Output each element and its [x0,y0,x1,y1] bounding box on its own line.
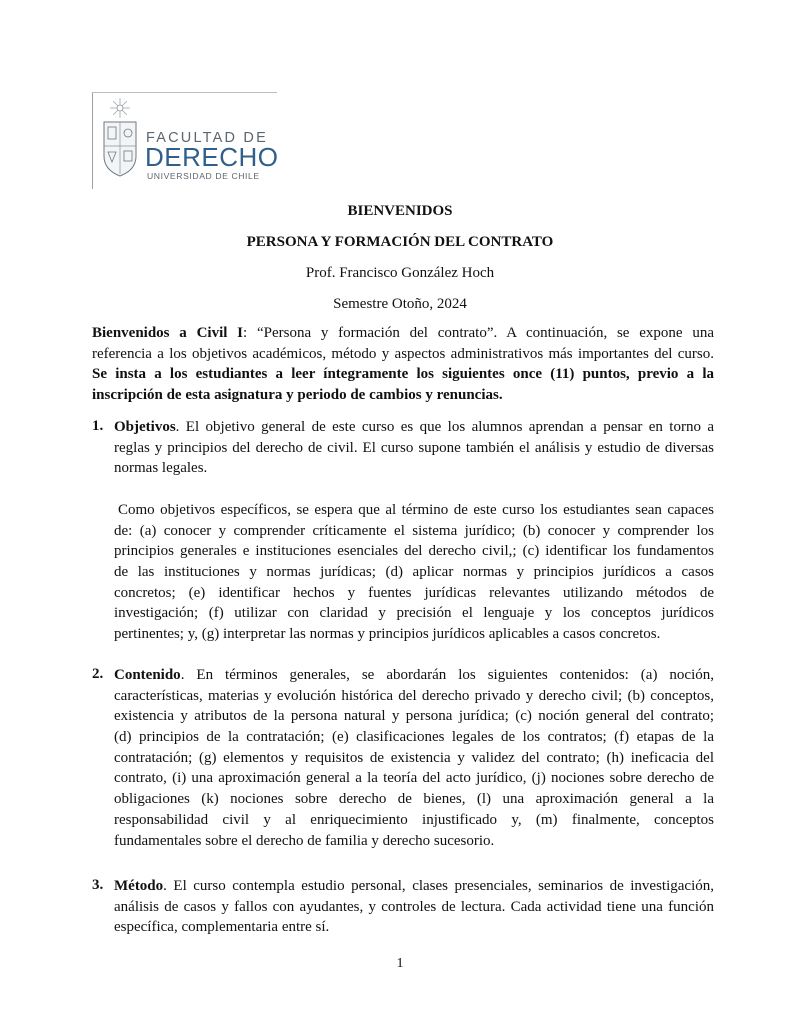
section-2-line-2: características, materias y evolución histórica del derecho privado y derecho civil; (b) conceptos, [114,687,714,704]
logo-vertical-rule [92,92,93,189]
section-1-objetivos [114,417,714,479]
section-2-line-3: existencia y atributos de la persona natural y persona jurídica; (c) noción general del contrato; [114,708,714,725]
section-2-line-9: fundamentales sobre el derecho de familia y derecho sucesorio. [114,832,495,849]
section-2-line-8: responsabilidad civil y al enriquecimiento injustificado y, (m) finalmente, conceptos [114,811,714,828]
section-2-line-7: obligaciones (k) nociones sobre derecho de bienes, (l) una aproximación general a la [114,791,714,808]
objectives-line-2: de: (a) conocer y comprender críticamente el sistema jurídico; (b) conocer y comprender los [114,522,714,539]
section-2-heading: Contenido [114,667,181,683]
section-3-line-1: Método. El curso contempla estudio personal, clases presenciales, seminarios de investigación, [114,878,714,894]
section-1-line-2: reglas y principios del derecho de civil. El curso supone también el análisis y estudio de diversas [114,439,714,456]
logo-university-text: UNIVERSIDAD DE CHILE [147,171,260,181]
faculty-logo [92,92,292,190]
objectives-line-6: investigación; (f) utilizar con claridad y precisión el lenguaje y los conceptos jurídicos [114,605,714,622]
section-3-line-2: análisis de casos y fallos con ayudantes, y controles de lectura. Cada actividad tiene una función [114,898,714,915]
logo-faculty-text: FACULTAD DE [146,130,268,146]
intro-line-3: Se insta a los estudiantes a leer íntegramente los siguientes once (11) puntos, previo a la [92,366,714,383]
section-2-line-5: contratación; (g) elementos y requisitos de existencia y validez del contrato; (h) ineficacia del [114,749,714,766]
intro-line-2: referencia a los objetivos académicos, método y aspectos administrativos más importantes del curso. [92,345,714,362]
course-title: PERSONA Y FORMACIÓN DEL CONTRATO [246,234,554,250]
section-3-number: 3. [92,877,104,893]
section-2-line-4: (d) principios de la contratación; (e) clasificaciones legales de los contratos; (f) etapas de la [114,729,714,746]
section-2-line-1: Contenido. En términos generales, se abordarán los siguientes contenidos: (a) noción, [114,667,714,683]
objectives-line-4: de las instituciones y normas jurídicas; (d) aplicar normas y principios jurídicos a casos [114,564,714,581]
section-3-line-3: específica, complementaria entre sí. [114,919,330,936]
intro-line-4: inscripción de esta asignatura y periodo de cambios y renuncias. [92,386,503,403]
logo-horizontal-rule [92,92,277,93]
section-1-specific-objectives [114,500,714,645]
section-1-number: 1. [92,418,104,434]
welcome-heading: BIENVENIDOS [347,203,453,219]
semester-label: Semestre Otoño, 2024 [333,296,467,312]
objectives-line-1: Como objetivos específicos, se espera que al término de este curso los estudiantes sean capaces [118,502,714,518]
section-3-heading: Método [114,878,164,894]
section-1-heading: Objetivos [114,419,176,435]
section-1-line-3: normas legales. [114,460,208,477]
professor-name: Prof. Francisco González Hoch [305,265,495,281]
logo-derecho-text: DERECHO [145,142,279,172]
section-2-contenido [114,665,714,851]
page-number: 1 [396,956,404,971]
section-1-line-1: Objetivos. El objetivo general de este curso es que los alumnos aprendan a pensar en torno a [114,419,714,435]
intro-paragraph [92,323,714,405]
objectives-line-7: pertinentes; y, (g) interpretar las normas y principios jurídicos aplicables a casos concretos. [114,626,661,643]
objectives-line-5: concretos; (e) identificar hechos y fuentes jurídicas relevantes utilizando métodos de [114,584,714,601]
intro-lead: Bienvenidos a Civil I [92,325,244,341]
intro-line-1: Bienvenidos a Civil I: “Persona y formación del contrato”. A continuación, se expone una [92,325,714,341]
university-seal-icon [100,96,140,184]
section-2-line-6: contrato, (i) una aproximación general a la teoría del acto jurídico, (j) nociones sobre derecho de [114,770,714,787]
section-3-metodo [114,876,714,938]
section-2-number: 2. [92,666,104,682]
objectives-line-3: principios generales e instituciones esenciales del derecho civil,; (c) identificar los fundamentos [114,543,714,560]
